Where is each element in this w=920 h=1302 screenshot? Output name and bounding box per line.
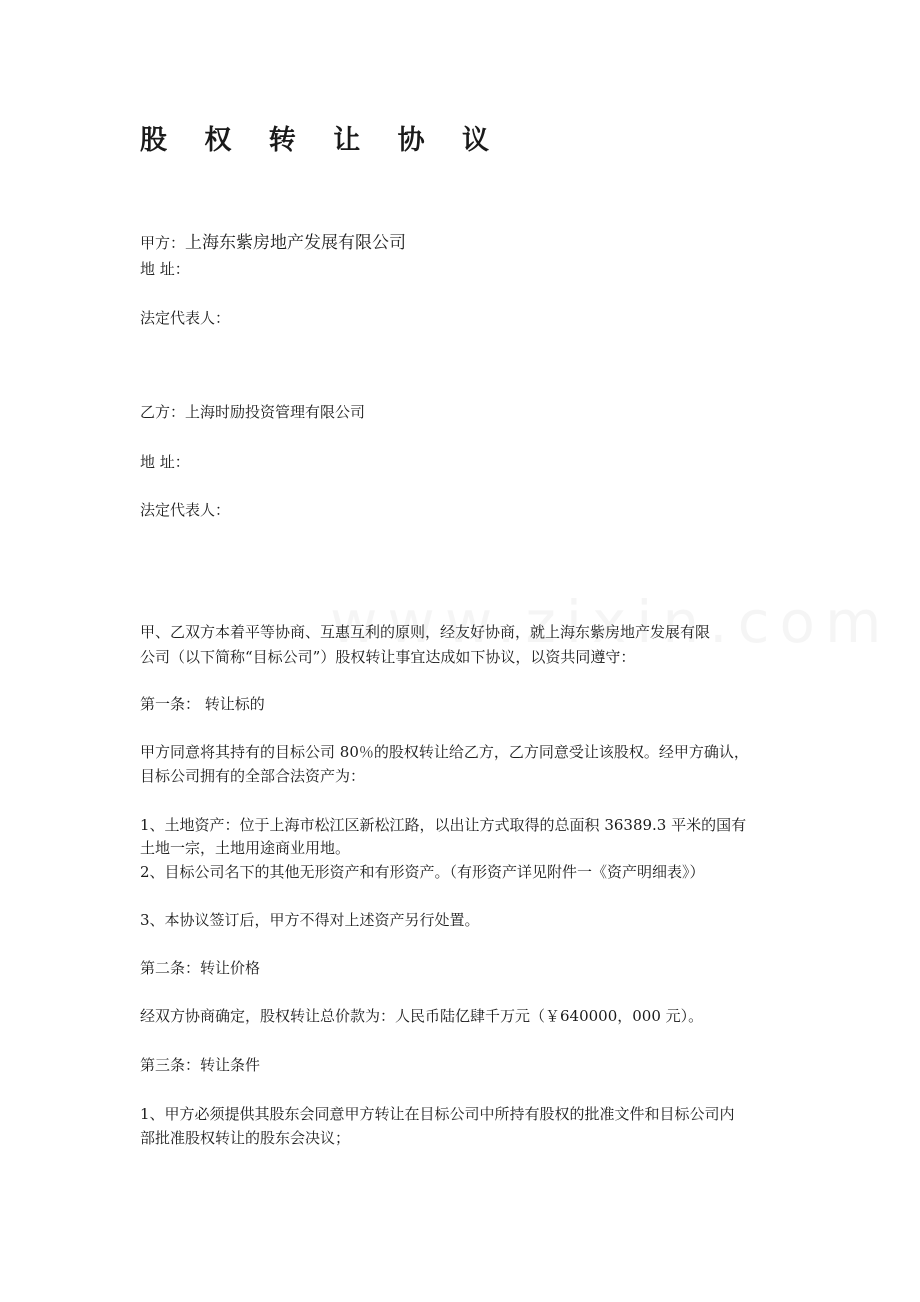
article1-item1-line-1: 1、土地资产：位于上海市松江区新松江路，以出让方式取得的总面积 36389.3 平米的国有: [140, 816, 747, 834]
article1-intro-line-2: 目标公司拥有的全部合法资产为：: [140, 767, 366, 785]
party-a-representative: 法定代表人：: [140, 309, 231, 327]
article3-item1-line-2: 部批准股权转让的股东会决议；: [140, 1129, 351, 1147]
party-b-line: 乙方：上海时励投资管理有限公司: [140, 403, 366, 421]
article3-heading: 第三条：转让条件: [140, 1056, 261, 1074]
article1-intro-line-1: 甲方同意将其持有的目标公司 80％的股权转让给乙方，乙方同意受让该股权。经甲方确认，: [140, 743, 749, 761]
preamble-line-1: 甲、乙双方本着平等协商、互惠互利的原则，经友好协商，就上海东紫房地产发展有限: [140, 623, 711, 641]
party-a-name: 上海东紫房地产发展有限公司: [185, 233, 407, 253]
article3-item1-line-1: 1、甲方必须提供其股东会同意甲方转让在目标公司中所持有股权的批准文件和目标公司内: [140, 1105, 735, 1123]
party-a-label: 甲方：: [140, 234, 186, 252]
article1-item2: 2、目标公司名下的其他无形资产和有形资产。（有形资产详见附件一《资产明细表》）: [140, 863, 705, 881]
article1-item3: 3、本协议签订后，甲方不得对上述资产另行处置。: [140, 911, 480, 929]
document-title: 股 权 转 让 协 议: [140, 125, 503, 156]
preamble-line-2: 公司（以下简称“目标公司”）股权转让事宜达成如下协议，以资共同遵守：: [140, 648, 636, 666]
party-a-address: 地 址：: [140, 260, 190, 278]
party-b-address: 地 址：: [140, 453, 190, 471]
party-b-representative: 法定代表人：: [140, 501, 231, 519]
article2-heading: 第二条：转让价格: [140, 959, 261, 977]
article1-heading: 第一条： 转让标的: [140, 695, 265, 713]
article2-text: 经双方协商确定，股权转让总价款为：人民币陆亿肆千万元（￥640000，000 元）。: [140, 1007, 704, 1025]
party-a-line: [140, 233, 406, 253]
article1-item1-line-2: 土地一宗，土地用途商业用地。: [140, 839, 351, 857]
